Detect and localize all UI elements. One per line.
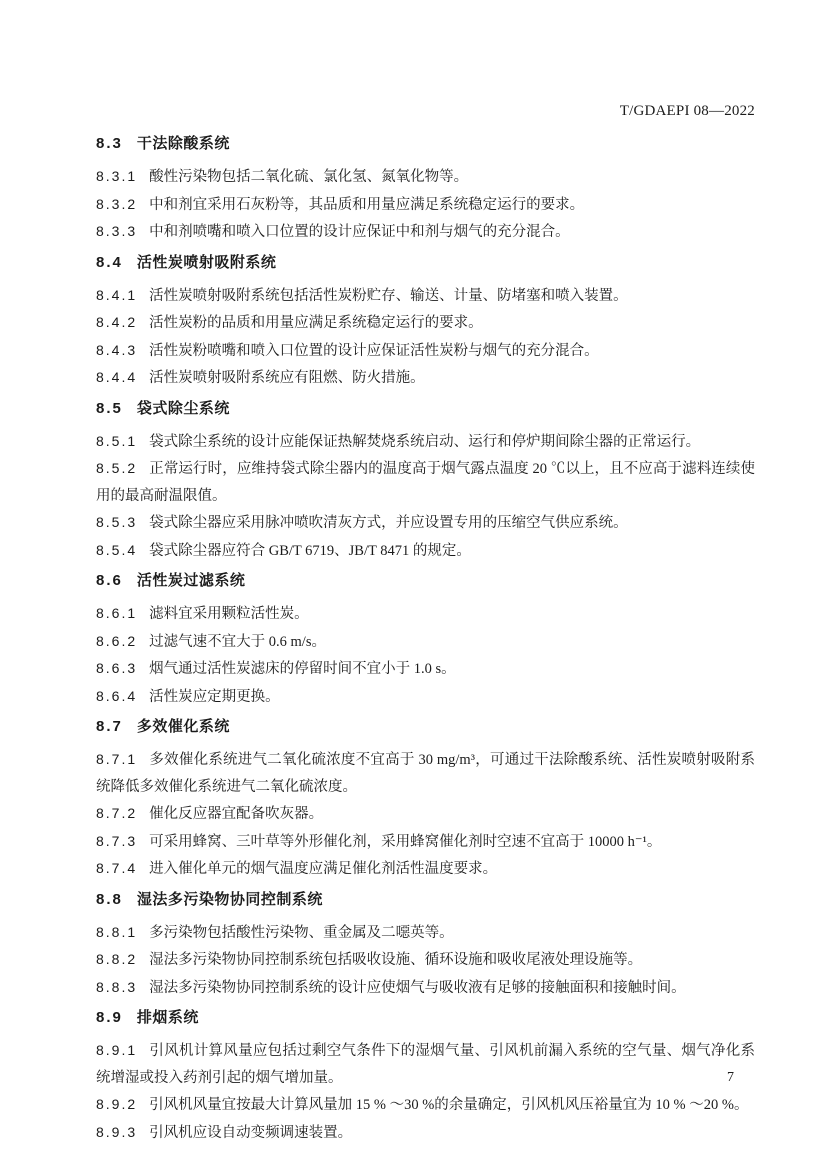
clause-text: 酸性污染物包括二氧化硫、氯化氢、氮氧化物等。: [149, 169, 469, 185]
clause-number: 8.3.2: [96, 195, 138, 212]
section-number: 8.3: [96, 135, 123, 152]
clause-8.5.1: [96, 428, 755, 456]
clause-number: 8.6.1: [96, 605, 138, 621]
section-heading: [96, 714, 755, 740]
section-8.8: [96, 887, 755, 1002]
clause-number: 8.9.3: [96, 1123, 138, 1140]
section-number: 8.7: [96, 718, 123, 735]
section-number: 8.5: [96, 399, 123, 417]
clause-number: 8.5.2: [96, 460, 138, 476]
clause-number: 8.8.1: [96, 923, 138, 940]
section-8.6: [96, 568, 755, 710]
clause-8.8.3: [96, 974, 755, 1002]
clause-number: 8.8.3: [96, 978, 138, 995]
section-number: 8.6: [96, 572, 123, 589]
clause-8.6.4: [96, 683, 755, 711]
section-heading: [96, 887, 755, 913]
clause-8.5.3: [96, 509, 755, 537]
section-title: 多效催化系统: [136, 718, 230, 735]
clause-8.5.2: [96, 455, 755, 509]
clause-8.4.1: [96, 282, 755, 310]
clause-number: 8.6.3: [96, 660, 138, 676]
section-heading: [96, 568, 755, 594]
section-heading: [96, 396, 755, 422]
clause-8.7.2: [96, 800, 755, 828]
clause-text: 正常运行时，应维持袋式除尘器内的温度高于烟气露点温度 20 ℃以上，且不应高于滤料连续使用的最高耐温限值。: [96, 461, 755, 504]
section-number: 8.9: [96, 1009, 123, 1026]
clause-8.6.2: [96, 628, 755, 656]
clause-8.7.4: [96, 855, 755, 883]
clause-8.6.3: [96, 655, 755, 683]
clause-8.4.3: [96, 337, 755, 365]
clause-8.3.1: [96, 163, 755, 191]
clause-text: 引风机计算风量应包括过剩空气条件下的湿烟气量、引风机前漏入系统的空气量、烟气净化系统增湿或投入药剂引起的烟气增加量。: [96, 1043, 755, 1086]
clause-number: 8.3.1: [96, 168, 138, 184]
clause-number: 8.7.1: [96, 751, 138, 767]
clause-text: 过滤气速不宜大于 0.6 m/s。: [149, 633, 326, 650]
clause-8.9.2: [96, 1091, 755, 1119]
clause-text: 多污染物包括酸性污染物、重金属及二噁英等。: [149, 924, 454, 941]
clause-8.5.4: [96, 537, 755, 565]
clause-number: 8.4.2: [96, 314, 138, 330]
clause-number: 8.5.4: [96, 541, 138, 558]
clause-text: 活性炭粉喷嘴和喷入口位置的设计应保证活性炭粉与烟气的充分混合。: [149, 342, 599, 359]
clause-text: 引风机应设自动变频调速装置。: [149, 1124, 353, 1141]
clause-8.3.3: [96, 218, 755, 246]
clause-8.8.2: [96, 946, 755, 974]
section-heading: [96, 250, 755, 276]
clause-number: 8.5.3: [96, 514, 138, 530]
clause-text: 滤料宜采用颗粒活性炭。: [149, 606, 309, 622]
section-heading: [96, 1005, 755, 1031]
clause-number: 8.9.2: [96, 1096, 138, 1112]
section-number: 8.4: [96, 253, 123, 271]
document-header-standard-number: T/GDAEPI 08—2022: [619, 103, 755, 119]
section-title: 湿法多污染物协同控制系统: [136, 890, 323, 908]
clause-number: 8.9.1: [96, 1042, 138, 1058]
document-content: [96, 0, 755, 1146]
clause-number: 8.5.1: [96, 432, 138, 449]
section-title: 排烟系统: [136, 1009, 199, 1026]
section-title: 活性炭喷射吸附系统: [136, 253, 277, 271]
clause-text: 中和剂喷嘴和喷入口位置的设计应保证中和剂与烟气的充分混合。: [149, 224, 570, 240]
page-number: 7: [727, 1070, 734, 1085]
clause-number: 8.7.2: [96, 805, 138, 821]
clause-8.3.2: [96, 191, 755, 219]
clause-number: 8.8.2: [96, 951, 138, 967]
clause-8.9.1: [96, 1037, 755, 1091]
clause-text: 湿法多污染物协同控制系统的设计应使烟气与吸收液有足够的接触面积和接触时间。: [149, 979, 686, 996]
section-8.3: [96, 131, 755, 246]
clause-text: 袋式除尘器应采用脉冲喷吹清灰方式，并应设置专用的压缩空气供应系统。: [149, 515, 628, 531]
section-8.9: [96, 1005, 755, 1146]
clause-8.7.1: [96, 746, 755, 800]
clause-number: 8.6.2: [96, 632, 138, 649]
section-8.5: [96, 396, 755, 565]
clause-text: 活性炭喷射吸附系统包括活性炭粉贮存、输送、计量、防堵塞和喷入装置。: [149, 287, 628, 304]
clause-text: 袋式除尘系统的设计应能保证热解焚烧系统启动、运行和停炉期间除尘器的正常运行。: [149, 433, 701, 450]
clause-number: 8.4.4: [96, 369, 138, 385]
clause-text: 湿法多污染物协同控制系统包括吸收设施、循环设施和吸收尾液处理设施等。: [149, 952, 643, 968]
clause-number: 8.7.3: [96, 832, 138, 849]
sections-container: [96, 131, 755, 1146]
clause-text: 袋式除尘器应符合 GB/T 6719、JB/T 8471 的规定。: [149, 542, 471, 559]
clause-8.8.1: [96, 919, 755, 947]
clause-text: 引风机风量宜按最大计算风量加 15 % ～30 %的余量确定，引风机风压裕量宜为 10 % ～20 %。: [149, 1097, 749, 1113]
section-title: 袋式除尘系统: [136, 399, 230, 417]
clause-text: 活性炭喷射吸附系统应有阻燃、防火措施。: [149, 370, 425, 386]
clause-8.9.3: [96, 1119, 755, 1147]
section-number: 8.8: [96, 890, 123, 908]
section-8.4: [96, 250, 755, 392]
section-title: 活性炭过滤系统: [136, 572, 246, 589]
clause-number: 8.6.4: [96, 687, 138, 704]
clause-text: 可采用蜂窝、三叶草等外形催化剂，采用蜂窝催化剂时空速不宜高于 10000 h⁻¹。: [149, 833, 662, 850]
clause-number: 8.3.3: [96, 223, 138, 239]
clause-8.4.4: [96, 364, 755, 392]
clause-text: 中和剂宜采用石灰粉等，其品质和用量应满足系统稳定运行的要求。: [149, 196, 585, 213]
clause-text: 进入催化单元的烟气温度应满足催化剂活性温度要求。: [149, 861, 498, 877]
clause-8.4.2: [96, 309, 755, 337]
clause-8.7.3: [96, 828, 755, 856]
clause-text: 催化反应器宜配备吹灰器。: [149, 806, 324, 822]
clause-number: 8.7.4: [96, 860, 138, 876]
section-heading: [96, 131, 755, 157]
clause-text: 活性炭粉的品质和用量应满足系统稳定运行的要求。: [149, 315, 483, 331]
clause-number: 8.4.3: [96, 341, 138, 358]
clause-number: 8.4.1: [96, 286, 138, 303]
clause-text: 烟气通过活性炭滤床的停留时间不宜小于 1.0 s。: [149, 661, 456, 677]
section-title: 干法除酸系统: [136, 135, 230, 152]
clause-text: 活性炭应定期更换。: [149, 688, 280, 705]
clause-text: 多效催化系统进气二氧化硫浓度不宜高于 30 mg/m³，可通过干法除酸系统、活性炭喷射吸附系统降低多效催化系统进气二氧化硫浓度。: [96, 752, 755, 795]
clause-8.6.1: [96, 600, 755, 628]
section-8.7: [96, 714, 755, 883]
